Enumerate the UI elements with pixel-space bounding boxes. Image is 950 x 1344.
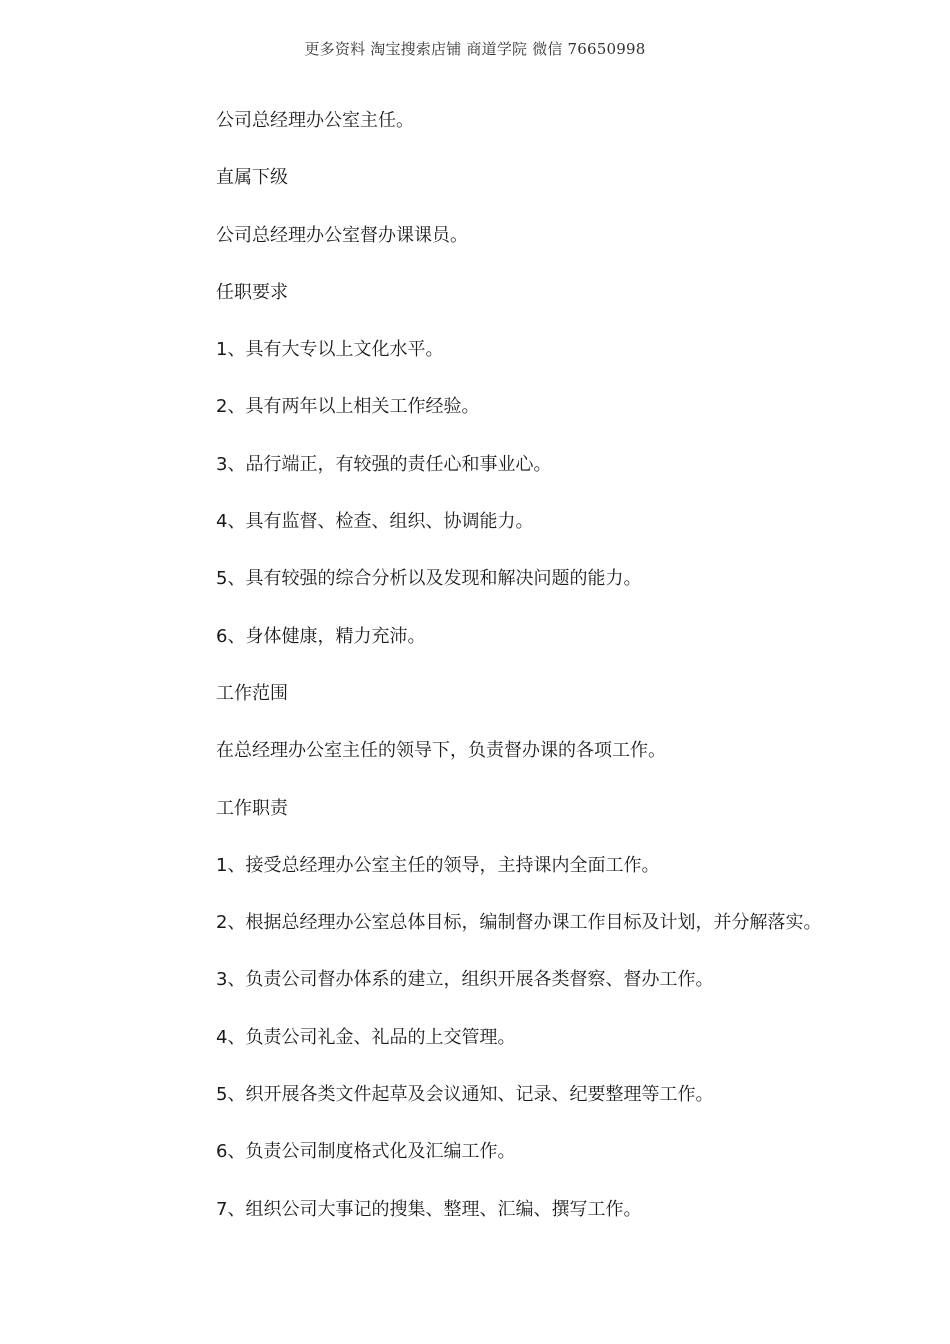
duty-item-1: 1、接受总经理办公室主任的领导，主持课内全面工作。 — [216, 854, 660, 876]
page-header: 更多资料 淘宝搜索店铺 商道学院 微信 76650998 — [304, 40, 646, 58]
duty-item-6: 6、负责公司制度格式化及汇编工作。 — [216, 1141, 516, 1163]
requirement-item-3: 3、品行端正，有较强的责任心和事业心。 — [216, 453, 552, 475]
heading-duties: 工作职责 — [216, 797, 288, 819]
duty-item-4: 4、负责公司礼金、礼品的上交管理。 — [216, 1026, 516, 1048]
requirement-item-5: 5、具有较强的综合分析以及发现和解决问题的能力。 — [216, 568, 642, 590]
requirement-item-2: 2、具有两年以上相关工作经验。 — [216, 396, 480, 418]
paragraph-scope: 在总经理办公室主任的领导下，负责督办课的各项工作。 — [216, 740, 666, 762]
duty-item-2: 2、根据总经理办公室总体目标，编制督办课工作目标及计划，并分解落实。 — [216, 912, 822, 934]
duty-item-5: 5、织开展各类文件起草及会议通知、记录、纪要整理等工作。 — [216, 1084, 714, 1106]
heading-subordinates: 直属下级 — [216, 167, 288, 189]
duty-item-7: 7、组织公司大事记的搜集、整理、汇编、撰写工作。 — [216, 1198, 642, 1220]
paragraph-superior: 公司总经理办公室主任。 — [216, 110, 414, 131]
requirement-item-4: 4、具有监督、检查、组织、协调能力。 — [216, 511, 534, 533]
document-body — [216, 106, 936, 1252]
duty-item-3: 3、负责公司督办体系的建立，组织开展各类督察、督办工作。 — [216, 969, 714, 991]
requirement-item-1: 1、具有大专以上文化水平。 — [216, 339, 444, 361]
heading-requirements: 任职要求 — [216, 281, 288, 303]
paragraph-subordinates: 公司总经理办公室督办课课员。 — [216, 224, 468, 246]
heading-scope: 工作范围 — [216, 682, 288, 704]
requirement-item-6: 6、身体健康，精力充沛。 — [216, 625, 426, 647]
